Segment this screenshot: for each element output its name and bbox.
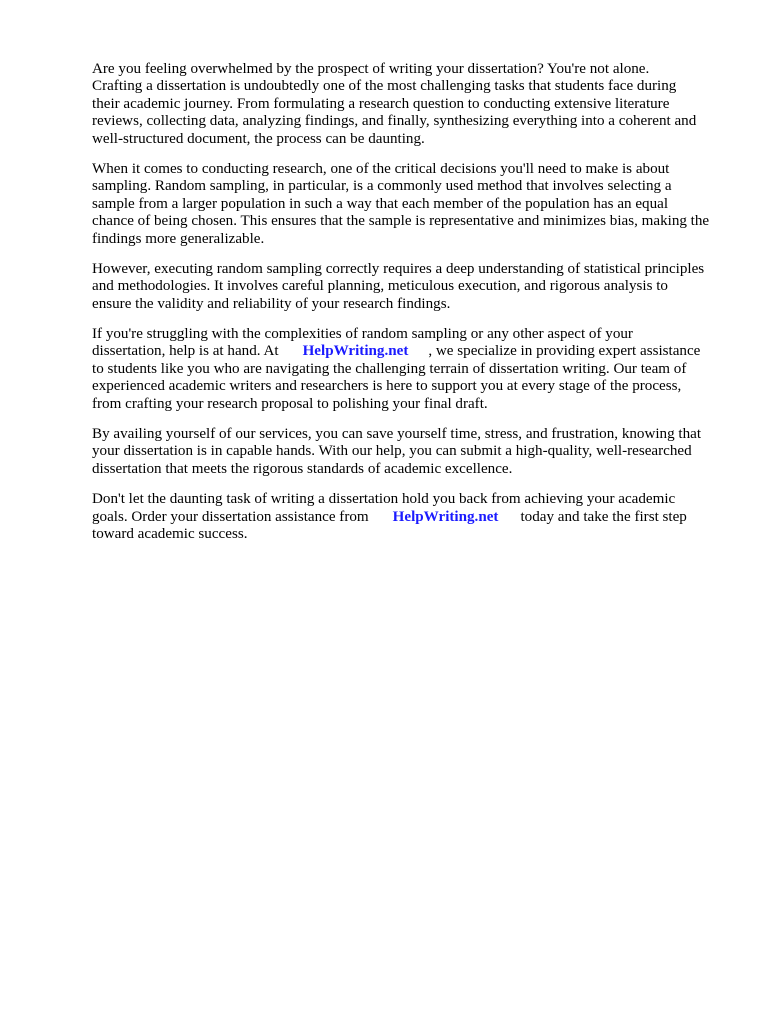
text-fragment: goals. Order your dissertation assistance from <box>92 508 369 525</box>
paragraph-services <box>92 426 732 478</box>
text-line: experienced academic writers and researchers is here to support you at every stage of the process, <box>92 378 682 395</box>
text-line: chance of being chosen. This ensures that the sample is representative and minimizes bias, making the <box>92 213 710 230</box>
text-line: Crafting a dissertation is undoubtedly one of the most challenging tasks that students face during <box>92 78 677 95</box>
text-line: and methodologies. It involves careful planning, meticulous execution, and rigorous analysis to <box>92 278 668 295</box>
helpwriting-link[interactable]: HelpWriting.net <box>302 343 409 360</box>
text-line: If you're struggling with the complexities of random sampling or any other aspect of your <box>92 326 633 343</box>
text-fragment: , we specialize in providing expert assistance <box>428 343 701 360</box>
text-line: Don't let the daunting task of writing a dissertation hold you back from achieving your academic <box>92 491 676 508</box>
text-line: Are you feeling overwhelmed by the prospect of writing your dissertation? You're not alone. <box>92 61 650 77</box>
paragraph-sampling <box>92 161 732 248</box>
text-line: findings more generalizable. <box>92 230 265 247</box>
text-line: their academic journey. From formulating a research question to conducting extensive literature <box>92 95 670 112</box>
paragraph-closing <box>92 491 732 543</box>
text-line: your dissertation is in capable hands. With our help, you can submit a high-quality, well-researched <box>92 443 692 460</box>
text-line: However, executing random sampling correctly requires a deep understanding of statistical principles <box>92 260 705 277</box>
paragraph-execution <box>92 261 732 313</box>
text-fragment: dissertation, help is at hand. At <box>92 343 279 360</box>
text-line: to students like you who are navigating the challenging terrain of dissertation writing. Our team of <box>92 360 687 377</box>
text-line: By availing yourself of our services, you can save yourself time, stress, and frustration, knowing that <box>92 426 702 443</box>
text-fragment: today and take the first step <box>520 508 687 525</box>
text-line-with-link <box>92 343 732 360</box>
document-page <box>92 61 732 556</box>
helpwriting-link[interactable]: HelpWriting.net <box>392 508 499 525</box>
text-line: ensure the validity and reliability of your research findings. <box>92 295 451 312</box>
text-line-with-link <box>92 509 732 526</box>
paragraph-help <box>92 326 732 413</box>
paragraph-intro <box>92 61 732 148</box>
text-line: When it comes to conducting research, one of the critical decisions you'll need to make is about <box>92 160 670 177</box>
text-line: sample from a larger population in such a way that each member of the population has an equal <box>92 195 669 212</box>
text-line: reviews, collecting data, analyzing findings, and finally, synthesizing everything into a coherent and <box>92 113 697 130</box>
text-line: dissertation that meets the rigorous standards of academic excellence. <box>92 460 513 477</box>
text-line: sampling. Random sampling, in particular, is a commonly used method that involves selecting a <box>92 178 672 195</box>
text-line: from crafting your research proposal to polishing your final draft. <box>92 395 488 412</box>
text-line: well-structured document, the process can be daunting. <box>92 130 425 147</box>
text-line: toward academic success. <box>92 525 248 542</box>
